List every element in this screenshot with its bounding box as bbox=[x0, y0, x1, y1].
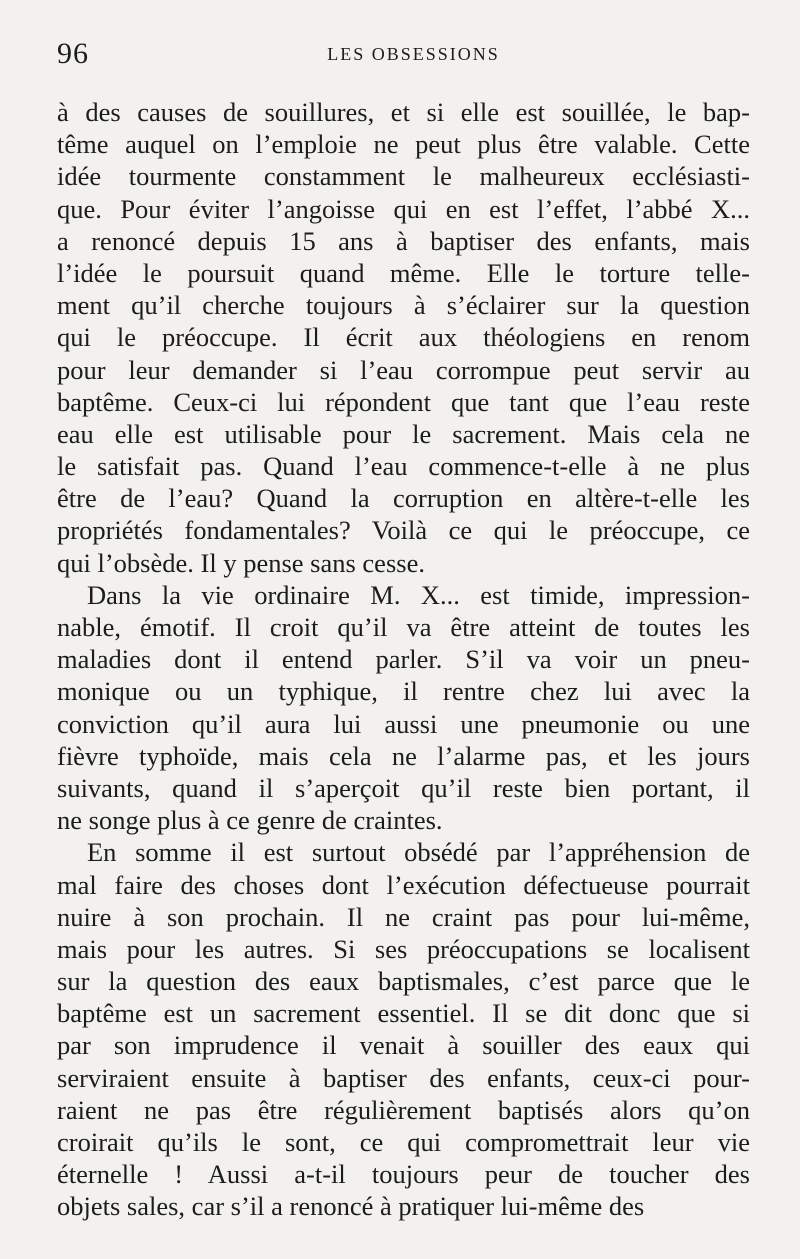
text-line: a renoncé depuis 15 ans à baptiser des enfants, mais bbox=[57, 225, 750, 256]
text-line: Dans la vie ordinaire M. X... est timide, impression- bbox=[87, 579, 750, 610]
text-line: En somme il est surtout obsédé par l’appréhension de bbox=[87, 837, 750, 868]
text-line: propriétés fondamentales? Voilà ce qui le préoccupe, ce bbox=[57, 515, 750, 546]
text-line: nable, émotif. Il croit qu’il va être atteint de toutes les bbox=[57, 612, 750, 642]
text-line: eau elle est utilisable pour le sacrement. Mais cela ne bbox=[57, 418, 750, 449]
text-line: ment qu’il cherche toujours à s’éclairer sur la question bbox=[57, 290, 750, 321]
text-line: pour leur demander si l’eau corrompue peut servir au bbox=[57, 354, 750, 385]
text-line: ne songe plus à ce genre de craintes. bbox=[57, 805, 443, 836]
text-line: qui l’obsède. Il y pense sans cesse. bbox=[57, 547, 425, 578]
text-line: monique ou un typhique, il rentre chez lui avec la bbox=[57, 676, 750, 707]
text-line: objets sales, car s’il a renoncé à pratiquer lui-même des bbox=[57, 1191, 645, 1222]
text-line: sur la question des eaux baptismales, c’est parce que le bbox=[57, 966, 750, 997]
text-line: suivants, quand il s’aperçoit qu’il reste bien portant, il bbox=[57, 772, 750, 803]
text-line: à des causes de souillures, et si elle est souillée, le bap- bbox=[57, 97, 750, 127]
paragraph bbox=[57, 96, 750, 579]
text-line: tême auquel on l’emploie ne peut plus être valable. Cette bbox=[57, 129, 750, 160]
text-line: l’idée le poursuit quand même. Elle le torture telle- bbox=[57, 257, 750, 288]
paragraph bbox=[57, 836, 750, 1222]
running-title: LES OBSESSIONS bbox=[327, 44, 500, 64]
running-head bbox=[57, 30, 750, 78]
text-line: être de l’eau? Quand la corruption en altère-t-elle les bbox=[57, 483, 750, 514]
text-line: idée tourmente constamment le malheureux ecclésiasti- bbox=[57, 161, 750, 192]
text-line: conviction qu’il aura lui aussi une pneumonie ou une bbox=[57, 708, 750, 739]
text-line: éternelle ! Aussi a-t-il toujours peur de toucher des bbox=[57, 1159, 750, 1190]
text-line: mal faire des choses dont l’exécution défectueuse pourrait bbox=[57, 869, 750, 900]
text-line: qui le préoccupe. Il écrit aux théologiens en renom bbox=[57, 322, 750, 353]
page-number: 96 bbox=[57, 37, 89, 70]
text-line: raient ne pas être régulièrement baptisés alors qu’on bbox=[57, 1094, 750, 1125]
text-line: mais pour les autres. Si ses préoccupations se localisent bbox=[57, 933, 750, 964]
paragraph bbox=[57, 579, 750, 837]
body-text bbox=[57, 96, 750, 1223]
text-line: nuire à son prochain. Il ne craint pas pour lui-même, bbox=[57, 901, 750, 932]
text-line: par son imprudence il venait à souiller des eaux qui bbox=[57, 1030, 750, 1061]
text-line: baptême est un sacrement essentiel. Il se dit donc que si bbox=[57, 998, 750, 1029]
text-line: serviraient ensuite à baptiser des enfants, ceux-ci pour- bbox=[57, 1062, 750, 1093]
text-line: que. Pour éviter l’angoisse qui en est l’effet, l’abbé X... bbox=[57, 193, 750, 224]
text-line: maladies dont il entend parler. S’il va voir un pneu- bbox=[57, 644, 750, 675]
text-line: baptême. Ceux-ci lui répondent que tant que l’eau reste bbox=[57, 386, 750, 417]
text-line: croirait qu’ils le sont, ce qui compromettrait leur vie bbox=[57, 1127, 750, 1157]
text-line: fièvre typhoïde, mais cela ne l’alarme pas, et les jours bbox=[57, 740, 750, 771]
text-line: le satisfait pas. Quand l’eau commence-t-elle à ne plus bbox=[57, 451, 750, 482]
